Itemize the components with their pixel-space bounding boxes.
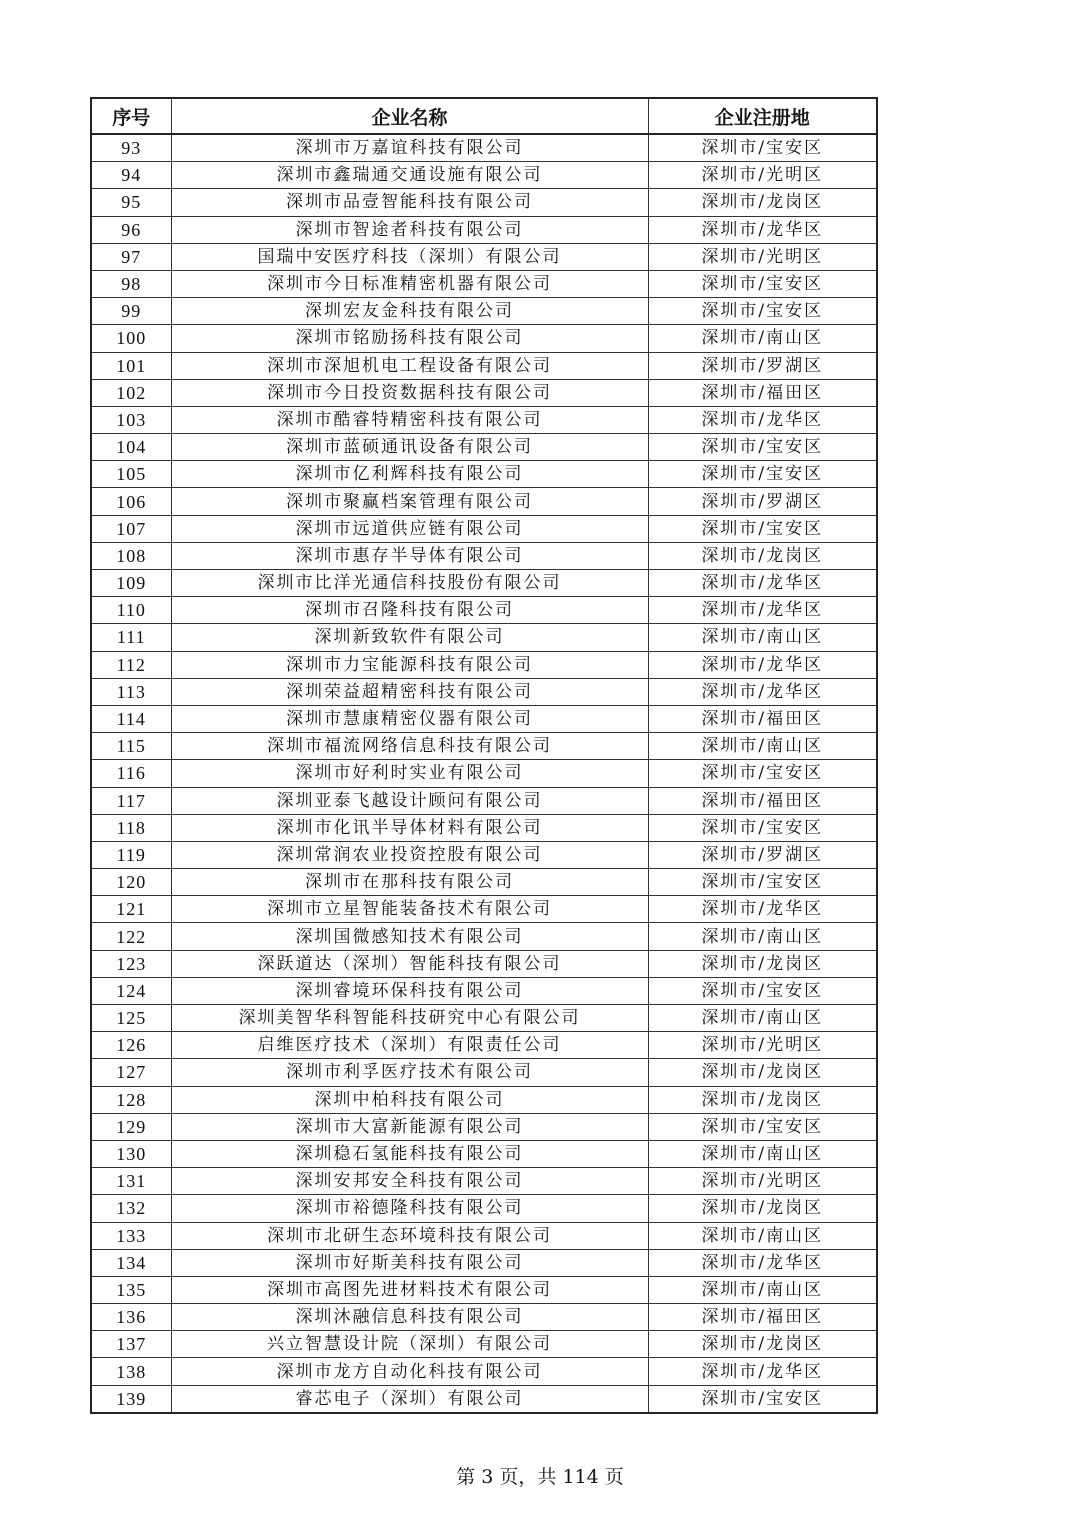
table-row <box>91 733 877 760</box>
serial-number-cell: 126 <box>91 1032 171 1059</box>
company-name-cell: 深圳睿境环保科技有限公司 <box>171 977 648 1004</box>
table-row <box>91 896 877 923</box>
company-name-cell: 深圳市万嘉谊科技有限公司 <box>171 134 648 162</box>
table-row <box>91 787 877 814</box>
serial-number-cell: 119 <box>91 841 171 868</box>
serial-number-cell: 114 <box>91 705 171 732</box>
registered-location-cell: 深圳市/南山区 <box>648 1005 877 1032</box>
serial-number-cell: 112 <box>91 651 171 678</box>
table-row <box>91 597 877 624</box>
serial-number-cell: 118 <box>91 814 171 841</box>
registered-location-cell: 深圳市/龙华区 <box>648 896 877 923</box>
serial-number-cell: 104 <box>91 434 171 461</box>
serial-number-cell: 94 <box>91 162 171 189</box>
table-row <box>91 298 877 325</box>
registered-location-cell: 深圳市/南山区 <box>648 733 877 760</box>
serial-number-cell: 95 <box>91 189 171 216</box>
registered-location-cell: 深圳市/宝安区 <box>648 434 877 461</box>
table-row <box>91 1140 877 1167</box>
serial-number-cell: 124 <box>91 977 171 1004</box>
serial-number-cell: 110 <box>91 597 171 624</box>
serial-number-cell: 93 <box>91 134 171 162</box>
company-name-cell: 深圳国微感知技术有限公司 <box>171 923 648 950</box>
company-name-cell: 深圳市铭励扬科技有限公司 <box>171 325 648 352</box>
registered-location-cell: 深圳市/福田区 <box>648 1304 877 1331</box>
company-name-cell: 深圳市今日标准精密机器有限公司 <box>171 270 648 297</box>
company-name-cell: 深圳市慧康精密仪器有限公司 <box>171 705 648 732</box>
serial-number-cell: 131 <box>91 1168 171 1195</box>
serial-number-cell: 123 <box>91 950 171 977</box>
table-row <box>91 379 877 406</box>
company-name-cell: 深圳市今日投资数据科技有限公司 <box>171 379 648 406</box>
registered-location-cell: 深圳市/龙岗区 <box>648 950 877 977</box>
registered-location-cell: 深圳市/光明区 <box>648 243 877 270</box>
table-row <box>91 1222 877 1249</box>
serial-number-cell: 107 <box>91 515 171 542</box>
serial-number-cell: 132 <box>91 1195 171 1222</box>
serial-number-cell: 139 <box>91 1385 171 1413</box>
serial-number-cell: 108 <box>91 542 171 569</box>
table-row <box>91 1276 877 1303</box>
serial-number-cell: 99 <box>91 298 171 325</box>
company-name-cell: 深圳市高图先进材料技术有限公司 <box>171 1276 648 1303</box>
company-name-cell: 深圳市惠存半导体有限公司 <box>171 542 648 569</box>
table-row <box>91 1385 877 1413</box>
registered-location-cell: 深圳市/南山区 <box>648 1140 877 1167</box>
table-row <box>91 189 877 216</box>
serial-number-cell: 116 <box>91 760 171 787</box>
table-row <box>91 1249 877 1276</box>
serial-number-cell: 122 <box>91 923 171 950</box>
company-name-cell: 深圳市蓝硕通讯设备有限公司 <box>171 434 648 461</box>
company-name-cell: 深圳宏友金科技有限公司 <box>171 298 648 325</box>
table-row <box>91 134 877 162</box>
table-row <box>91 950 877 977</box>
registered-location-cell: 深圳市/宝安区 <box>648 977 877 1004</box>
serial-number-cell: 109 <box>91 570 171 597</box>
registered-location-cell: 深圳市/龙华区 <box>648 1249 877 1276</box>
table-row <box>91 1195 877 1222</box>
table-row <box>91 705 877 732</box>
company-name-cell: 兴立智慧设计院（深圳）有限公司 <box>171 1331 648 1358</box>
serial-number-cell: 121 <box>91 896 171 923</box>
company-name-cell: 深圳市智途者科技有限公司 <box>171 216 648 243</box>
table-header-row <box>91 98 877 134</box>
registered-location-cell: 深圳市/宝安区 <box>648 515 877 542</box>
table-row <box>91 869 877 896</box>
serial-number-cell: 129 <box>91 1113 171 1140</box>
registered-location-cell: 深圳市/宝安区 <box>648 461 877 488</box>
registered-location-cell: 深圳市/龙华区 <box>648 597 877 624</box>
registered-location-cell: 深圳市/宝安区 <box>648 760 877 787</box>
serial-number-cell: 125 <box>91 1005 171 1032</box>
company-name-cell: 深圳市力宝能源科技有限公司 <box>171 651 648 678</box>
serial-number-cell: 120 <box>91 869 171 896</box>
table-row <box>91 1086 877 1113</box>
table-row <box>91 243 877 270</box>
company-name-cell: 深圳市远道供应链有限公司 <box>171 515 648 542</box>
company-name-cell: 睿芯电子（深圳）有限公司 <box>171 1385 648 1413</box>
registered-location-cell: 深圳市/龙华区 <box>648 406 877 433</box>
company-list-table <box>90 97 878 1414</box>
registered-location-cell: 深圳市/罗湖区 <box>648 352 877 379</box>
company-name-cell: 深圳市立星智能装备技术有限公司 <box>171 896 648 923</box>
registered-location-cell: 深圳市/南山区 <box>648 624 877 651</box>
serial-number-cell: 103 <box>91 406 171 433</box>
company-name-cell: 深圳市聚赢档案管理有限公司 <box>171 488 648 515</box>
company-name-cell: 深圳市大富新能源有限公司 <box>171 1113 648 1140</box>
page-indicator: 第 3 页，共 114 页 <box>456 1466 624 1488</box>
serial-number-cell: 113 <box>91 678 171 705</box>
registered-location-cell: 深圳市/龙岗区 <box>648 189 877 216</box>
company-name-cell: 深圳市比洋光通信科技股份有限公司 <box>171 570 648 597</box>
serial-number-cell: 138 <box>91 1358 171 1385</box>
serial-number-cell: 137 <box>91 1331 171 1358</box>
serial-number-cell: 98 <box>91 270 171 297</box>
company-name-cell: 深圳市亿利辉科技有限公司 <box>171 461 648 488</box>
serial-number-cell: 135 <box>91 1276 171 1303</box>
company-name-cell: 深圳亚泰飞越设计顾问有限公司 <box>171 787 648 814</box>
company-name-cell: 深圳市裕德隆科技有限公司 <box>171 1195 648 1222</box>
table-row <box>91 841 877 868</box>
registered-location-cell: 深圳市/罗湖区 <box>648 488 877 515</box>
company-name-cell: 深圳市龙方自动化科技有限公司 <box>171 1358 648 1385</box>
registered-location-cell: 深圳市/龙华区 <box>648 678 877 705</box>
company-name-cell: 深跃道达（深圳）智能科技有限公司 <box>171 950 648 977</box>
serial-number-cell: 127 <box>91 1059 171 1086</box>
serial-number-cell: 115 <box>91 733 171 760</box>
company-name-cell: 深圳市北研生态环境科技有限公司 <box>171 1222 648 1249</box>
table-row <box>91 488 877 515</box>
table-row <box>91 651 877 678</box>
table-row <box>91 1113 877 1140</box>
company-name-cell: 深圳市品壹智能科技有限公司 <box>171 189 648 216</box>
registered-location-cell: 深圳市/龙岗区 <box>648 542 877 569</box>
registered-location-cell: 深圳市/宝安区 <box>648 1113 877 1140</box>
registered-location-cell: 深圳市/宝安区 <box>648 1385 877 1413</box>
table-row <box>91 352 877 379</box>
registered-location-cell: 深圳市/福田区 <box>648 787 877 814</box>
serial-number-cell: 111 <box>91 624 171 651</box>
company-name-cell: 深圳市利孚医疗技术有限公司 <box>171 1059 648 1086</box>
company-name-cell: 深圳市好利时实业有限公司 <box>171 760 648 787</box>
registered-location-cell: 深圳市/光明区 <box>648 162 877 189</box>
table-row <box>91 1032 877 1059</box>
table-row <box>91 406 877 433</box>
serial-number-cell: 136 <box>91 1304 171 1331</box>
company-name-cell: 启维医疗技术（深圳）有限责任公司 <box>171 1032 648 1059</box>
registered-location-cell: 深圳市/宝安区 <box>648 869 877 896</box>
company-name-cell: 深圳稳石氢能科技有限公司 <box>171 1140 648 1167</box>
company-name-cell: 深圳新致软件有限公司 <box>171 624 648 651</box>
registered-location-cell: 深圳市/南山区 <box>648 1222 877 1249</box>
registered-location-cell: 深圳市/龙岗区 <box>648 1059 877 1086</box>
table-row <box>91 678 877 705</box>
table-row <box>91 1358 877 1385</box>
table-row <box>91 1168 877 1195</box>
registered-location-cell: 深圳市/龙华区 <box>648 651 877 678</box>
table-row <box>91 1304 877 1331</box>
registered-location-cell: 深圳市/福田区 <box>648 379 877 406</box>
table-row <box>91 461 877 488</box>
table-row <box>91 624 877 651</box>
company-name-cell: 深圳市深旭机电工程设备有限公司 <box>171 352 648 379</box>
company-name-cell: 深圳市好斯美科技有限公司 <box>171 1249 648 1276</box>
table-row <box>91 814 877 841</box>
table-row <box>91 977 877 1004</box>
serial-number-cell: 100 <box>91 325 171 352</box>
serial-number-cell: 101 <box>91 352 171 379</box>
serial-number-cell: 102 <box>91 379 171 406</box>
registered-location-cell: 深圳市/宝安区 <box>648 814 877 841</box>
header-company-name: 企业名称 <box>171 98 648 134</box>
company-name-cell: 深圳荣益超精密科技有限公司 <box>171 678 648 705</box>
company-name-cell: 深圳安邦安全科技有限公司 <box>171 1168 648 1195</box>
company-name-cell: 深圳美智华科智能科技研究中心有限公司 <box>171 1005 648 1032</box>
table-row <box>91 270 877 297</box>
registered-location-cell: 深圳市/宝安区 <box>648 298 877 325</box>
registered-location-cell: 深圳市/光明区 <box>648 1168 877 1195</box>
registered-location-cell: 深圳市/龙岗区 <box>648 1195 877 1222</box>
registered-location-cell: 深圳市/南山区 <box>648 325 877 352</box>
company-name-cell: 深圳市福流网络信息科技有限公司 <box>171 733 648 760</box>
registered-location-cell: 深圳市/龙华区 <box>648 216 877 243</box>
table-row <box>91 1005 877 1032</box>
registered-location-cell: 深圳市/南山区 <box>648 1276 877 1303</box>
serial-number-cell: 117 <box>91 787 171 814</box>
table-row <box>91 1059 877 1086</box>
header-registered-location: 企业注册地 <box>648 98 877 134</box>
company-name-cell: 深圳市鑫瑞通交通设施有限公司 <box>171 162 648 189</box>
registered-location-cell: 深圳市/光明区 <box>648 1032 877 1059</box>
registered-location-cell: 深圳市/宝安区 <box>648 270 877 297</box>
company-name-cell: 深圳市化讯半导体材料有限公司 <box>171 814 648 841</box>
serial-number-cell: 105 <box>91 461 171 488</box>
table-row <box>91 434 877 461</box>
table-row <box>91 570 877 597</box>
registered-location-cell: 深圳市/龙岗区 <box>648 1086 877 1113</box>
table-row <box>91 1331 877 1358</box>
company-name-cell: 深圳市酷睿特精密科技有限公司 <box>171 406 648 433</box>
company-name-cell: 国瑞中安医疗科技（深圳）有限公司 <box>171 243 648 270</box>
table-row <box>91 216 877 243</box>
registered-location-cell: 深圳市/龙华区 <box>648 570 877 597</box>
company-name-cell: 深圳市在那科技有限公司 <box>171 869 648 896</box>
serial-number-cell: 133 <box>91 1222 171 1249</box>
serial-number-cell: 130 <box>91 1140 171 1167</box>
company-name-cell: 深圳常润农业投资控股有限公司 <box>171 841 648 868</box>
registered-location-cell: 深圳市/南山区 <box>648 923 877 950</box>
serial-number-cell: 96 <box>91 216 171 243</box>
registered-location-cell: 深圳市/龙华区 <box>648 1358 877 1385</box>
company-name-cell: 深圳中柏科技有限公司 <box>171 1086 648 1113</box>
registered-location-cell: 深圳市/龙岗区 <box>648 1331 877 1358</box>
company-name-cell: 深圳市召隆科技有限公司 <box>171 597 648 624</box>
table-row <box>91 760 877 787</box>
table-row <box>91 325 877 352</box>
table-row <box>91 515 877 542</box>
serial-number-cell: 97 <box>91 243 171 270</box>
company-name-cell: 深圳沐融信息科技有限公司 <box>171 1304 648 1331</box>
serial-number-cell: 134 <box>91 1249 171 1276</box>
table-row <box>91 923 877 950</box>
table-row <box>91 542 877 569</box>
serial-number-cell: 106 <box>91 488 171 515</box>
serial-number-cell: 128 <box>91 1086 171 1113</box>
registered-location-cell: 深圳市/宝安区 <box>648 134 877 162</box>
registered-location-cell: 深圳市/福田区 <box>648 705 877 732</box>
table-row <box>91 162 877 189</box>
header-serial-number: 序号 <box>91 98 171 134</box>
registered-location-cell: 深圳市/罗湖区 <box>648 841 877 868</box>
